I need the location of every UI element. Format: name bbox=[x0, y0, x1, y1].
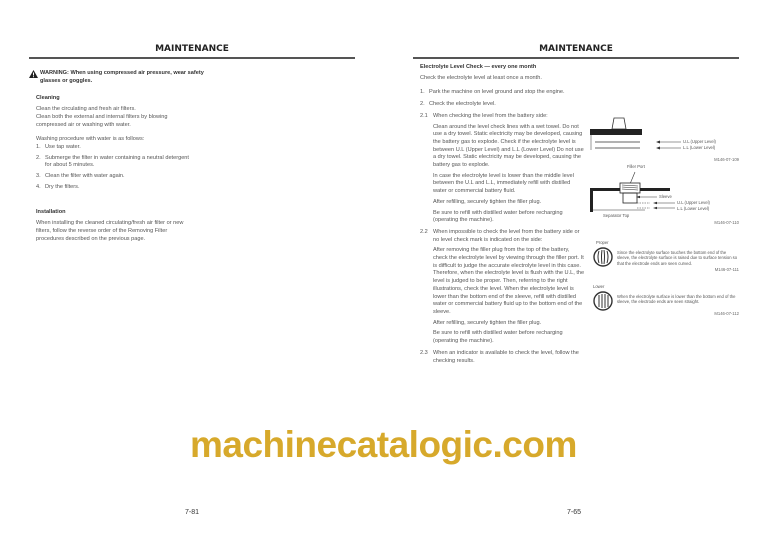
step-text: When impossible to check the level from the battery side or no level check mark is indicated on the side: bbox=[433, 228, 580, 243]
washing-step bbox=[36, 155, 196, 170]
proper-code: M146-07-111 bbox=[714, 266, 739, 272]
right-page-header: MAINTENANCE bbox=[539, 44, 613, 54]
step-2-1-para: Be sure to refill with distilled water before recharging (operating the machine). bbox=[433, 209, 563, 224]
washing-step bbox=[36, 173, 196, 181]
step-2 bbox=[420, 101, 585, 109]
fig2-ul-label: U.L (Upper Level) bbox=[677, 200, 710, 205]
step-number: 2.3 bbox=[420, 349, 428, 356]
step-2-2-para: Be sure to refill with distilled water before recharging (operating the machine). bbox=[433, 330, 563, 345]
step-number: 2. bbox=[36, 154, 41, 161]
fig2-sleeve-label: Sleeve bbox=[659, 194, 672, 199]
installation-heading: Installation bbox=[36, 209, 66, 216]
proper-label: Proper bbox=[596, 240, 609, 245]
step-text: Park the machine on level ground and stop the engine. bbox=[429, 89, 565, 96]
washing-step bbox=[36, 184, 196, 192]
step-text: Clean the filter with water again. bbox=[45, 173, 125, 180]
left-page-number: 7-81 bbox=[185, 509, 200, 516]
step-number: 2.1 bbox=[420, 112, 428, 119]
right-page-number: 7-65 bbox=[567, 509, 582, 516]
step-number: 4. bbox=[36, 183, 41, 190]
right-header-rule bbox=[413, 57, 739, 59]
step-2-1 bbox=[420, 113, 585, 121]
left-header-rule bbox=[29, 57, 355, 59]
fig2-separator-label: Separator Top bbox=[603, 213, 630, 218]
step-number: 1. bbox=[420, 89, 425, 96]
step-2-1-para: After refilling, securely tighten the filler plug. bbox=[433, 198, 542, 205]
step-number: 1. bbox=[36, 143, 41, 150]
proper-level-view-icon bbox=[593, 247, 613, 267]
step-text: When checking the level from the battery side: bbox=[433, 112, 548, 119]
step-2-2-para: After refilling, securely tighten the filler plug. bbox=[433, 319, 542, 326]
section-intro: Check the electrolyte level at least once a month. bbox=[420, 74, 542, 81]
step-text: Dry the filters. bbox=[45, 183, 80, 190]
left-page-header: MAINTENANCE bbox=[155, 44, 229, 54]
warning-block bbox=[29, 70, 204, 85]
lower-code: M146-07-112 bbox=[714, 310, 739, 316]
fig1-ll-label: L.L (Lower Level) bbox=[683, 145, 716, 150]
step-text: Use tap water. bbox=[45, 143, 81, 150]
filler-port-diagram bbox=[590, 170, 676, 212]
cleaning-heading: Cleaning bbox=[36, 95, 60, 102]
step-number: 3. bbox=[36, 173, 41, 180]
proper-description: Since the electrolyte surface touches the bottom end of the sleeve, the electrolyte surface is raised due to surface tension so that the electrode ends are seen curved. bbox=[617, 249, 738, 266]
lower-description: When the electrolyte surface is lower than the bottom end of the sleeve, the electrode ends are seen straight. bbox=[617, 293, 736, 305]
proper-figure bbox=[593, 247, 739, 267]
step-2-1-para: In case the electrolyte level is lower than the middle level between the U.L and L.L, immediately refill with distilled water or commercial battery fluid. bbox=[433, 172, 574, 195]
warning-triangle-icon bbox=[29, 70, 38, 78]
section-title: Electrolyte Level Check — every one month bbox=[420, 64, 537, 70]
step-2-2 bbox=[420, 229, 585, 244]
step-number: 2.2 bbox=[420, 228, 428, 235]
fig2-ll-label: L.L (Lower Level) bbox=[677, 206, 710, 211]
lower-figure bbox=[593, 291, 739, 311]
fig2-code: M146-07-110 bbox=[714, 220, 739, 225]
step-1 bbox=[420, 89, 585, 97]
right-page-body bbox=[420, 64, 585, 365]
fig1-ul-label: U.L (Upper Level) bbox=[683, 139, 716, 144]
watermark: machinecatalogic.com bbox=[190, 424, 577, 465]
lower-label: Lower bbox=[593, 284, 605, 290]
washing-step bbox=[36, 144, 196, 152]
left-page-body bbox=[29, 70, 204, 243]
step-text: When an indicator is available to check the level, follow the checking results. bbox=[433, 349, 579, 364]
step-number: 2. bbox=[420, 101, 425, 108]
cleaning-para-1: Clean the circulating and fresh air filters. bbox=[36, 106, 136, 113]
step-2-1-para: Clean around the level check lines with a wet towel. Do not use a dry towel. Static electricity may be developed, causing the battery gas to explode. Check if the electrolyte level is between U.L (Upper Level) and L.L (Lower Level) Do not use a dry towel. Static electricity may be developed, causing the battery gas to explode. bbox=[433, 123, 584, 169]
installation-para: When installing the cleaned circulating/fresh air filter or new filters, follow the reverse order of the Removing Filter procedures described on the previous page. bbox=[36, 220, 184, 242]
warning-text: WARNING: When using compressed air pressure, wear safety glasses or goggles. bbox=[40, 70, 204, 84]
washing-intro: Washing procedure with water is as follows: bbox=[36, 136, 145, 143]
level-view-figures bbox=[593, 240, 739, 316]
step-text: Submerge the filter in water containing a neutral detergent for about 5 minutes. bbox=[45, 154, 189, 169]
fig1-code: M146-07-109 bbox=[714, 157, 739, 162]
step-2-3 bbox=[420, 350, 585, 365]
fig2-filler-port-label: Filler Port bbox=[627, 164, 645, 169]
step-text: Check the electrolyte level. bbox=[429, 101, 496, 108]
lower-level-view-icon bbox=[593, 291, 613, 311]
step-2-2-para: After removing the filler plug from the top of the battery, check the electrolyte level by viewing through the filler port. It is difficult to judge the accurate electrolyte level in this case. Therefore, when the electrolyte level is flush with the U.L, the level is judged to be proper. Then, referring to the right illustrations, check the level. When the electrolyte level is lower than the bottom end of the sleeve, refill with distilled water or commercial battery fluid up to the bottom end of the sleeve. bbox=[433, 247, 585, 315]
battery-side-level-diagram bbox=[590, 115, 682, 155]
cleaning-para-2: Clean both the external and internal filters by blowing compressed air or washing with water. bbox=[36, 113, 168, 128]
